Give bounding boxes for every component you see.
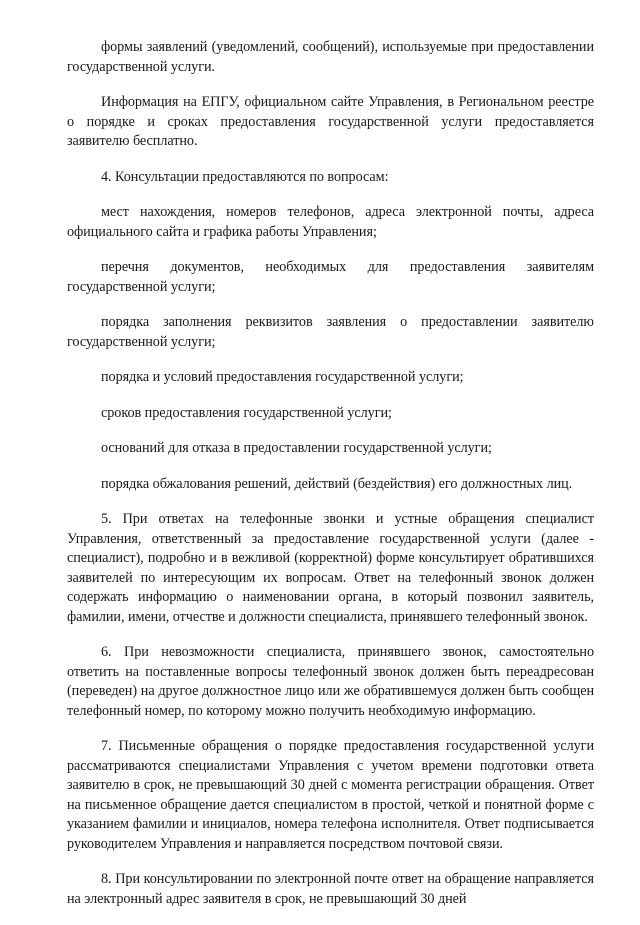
paragraph-email-consulting: 8. При консультировании по электронной почте ответ на обращение направляется на электронный адрес заявителя в срок, не превышающий 30 дней bbox=[67, 871, 594, 907]
paragraph-conditions: порядка и условий предоставления государственной услуги; bbox=[101, 369, 464, 385]
paragraph-forms: формы заявлений (уведомлений, сообщений), используемые при предоставлении государственной услуги. bbox=[67, 39, 594, 75]
paragraph-phone-calls: 5. При ответах на телефонные звонки и устные обращения специалист Управления, ответственный за предоставление государственной услуги (далее - специалист), подробно и в вежливой (корректной) форме консультирует обратившихся заявителей по интересующим их вопросам. Ответ на телефонный звонок должен содержать информацию о наименовании органа, в который позвонил заявитель, фамилии, имени, отчестве и должности специалиста, принявшего телефонный звонок. bbox=[67, 511, 594, 625]
paragraph-consultation-topics: 4. Консультации предоставляются по вопросам: bbox=[101, 168, 389, 185]
paragraph-appeal-order: порядка обжалования решений, действий (бездействия) его должностных лиц. bbox=[101, 475, 573, 492]
paragraph-documents-list: перечня документов, необходимых для предоставления заявителям государственной услуги; bbox=[67, 259, 594, 295]
paragraph-terms: сроков предоставления государственной услуги; bbox=[101, 404, 392, 421]
paragraph-written-requests: 7. Письменные обращения о порядке предоставления государственной услуги рассматриваются специалистами Управления с учетом времени подготовки ответа заявителю в срок, не превышающий 30 дней с момента регистрации обращения. Ответ на письменное обращение дается специалистом в простой, четкой и понятной форме с указанием фамилии и инициалов, номера телефона исполнителя. Ответ подписывается руководителем Управления и направляется посредством почтовой связи. bbox=[67, 738, 594, 852]
paragraph-locations: мест нахождения, номеров телефонов, адреса электронной почты, адреса официального сайта и графика работы Управления; bbox=[67, 204, 594, 240]
paragraph-filling-order: порядка заполнения реквизитов заявления о предоставлении заявителю государственной услуги; bbox=[67, 314, 594, 350]
paragraph-free-info: Информация на ЕПГУ, официальном сайте Управления, в Региональном реестре о порядке и сроках предоставления государственной услуги предоставляется заявителю бесплатно. bbox=[67, 94, 594, 149]
document-page bbox=[67, 38, 594, 925]
paragraph-call-redirect: 6. При невозможности специалиста, принявшего звонок, самостоятельно ответить на поставленные вопросы телефонный звонок должен быть переадресован (переведен) на другое должностное лицо или же обратившемуся должен быть сообщен телефонный номер, по которому можно получить необходимую информацию. bbox=[67, 644, 594, 719]
paragraph-refusal-grounds: оснований для отказа в предоставлении государственной услуги; bbox=[101, 440, 492, 456]
